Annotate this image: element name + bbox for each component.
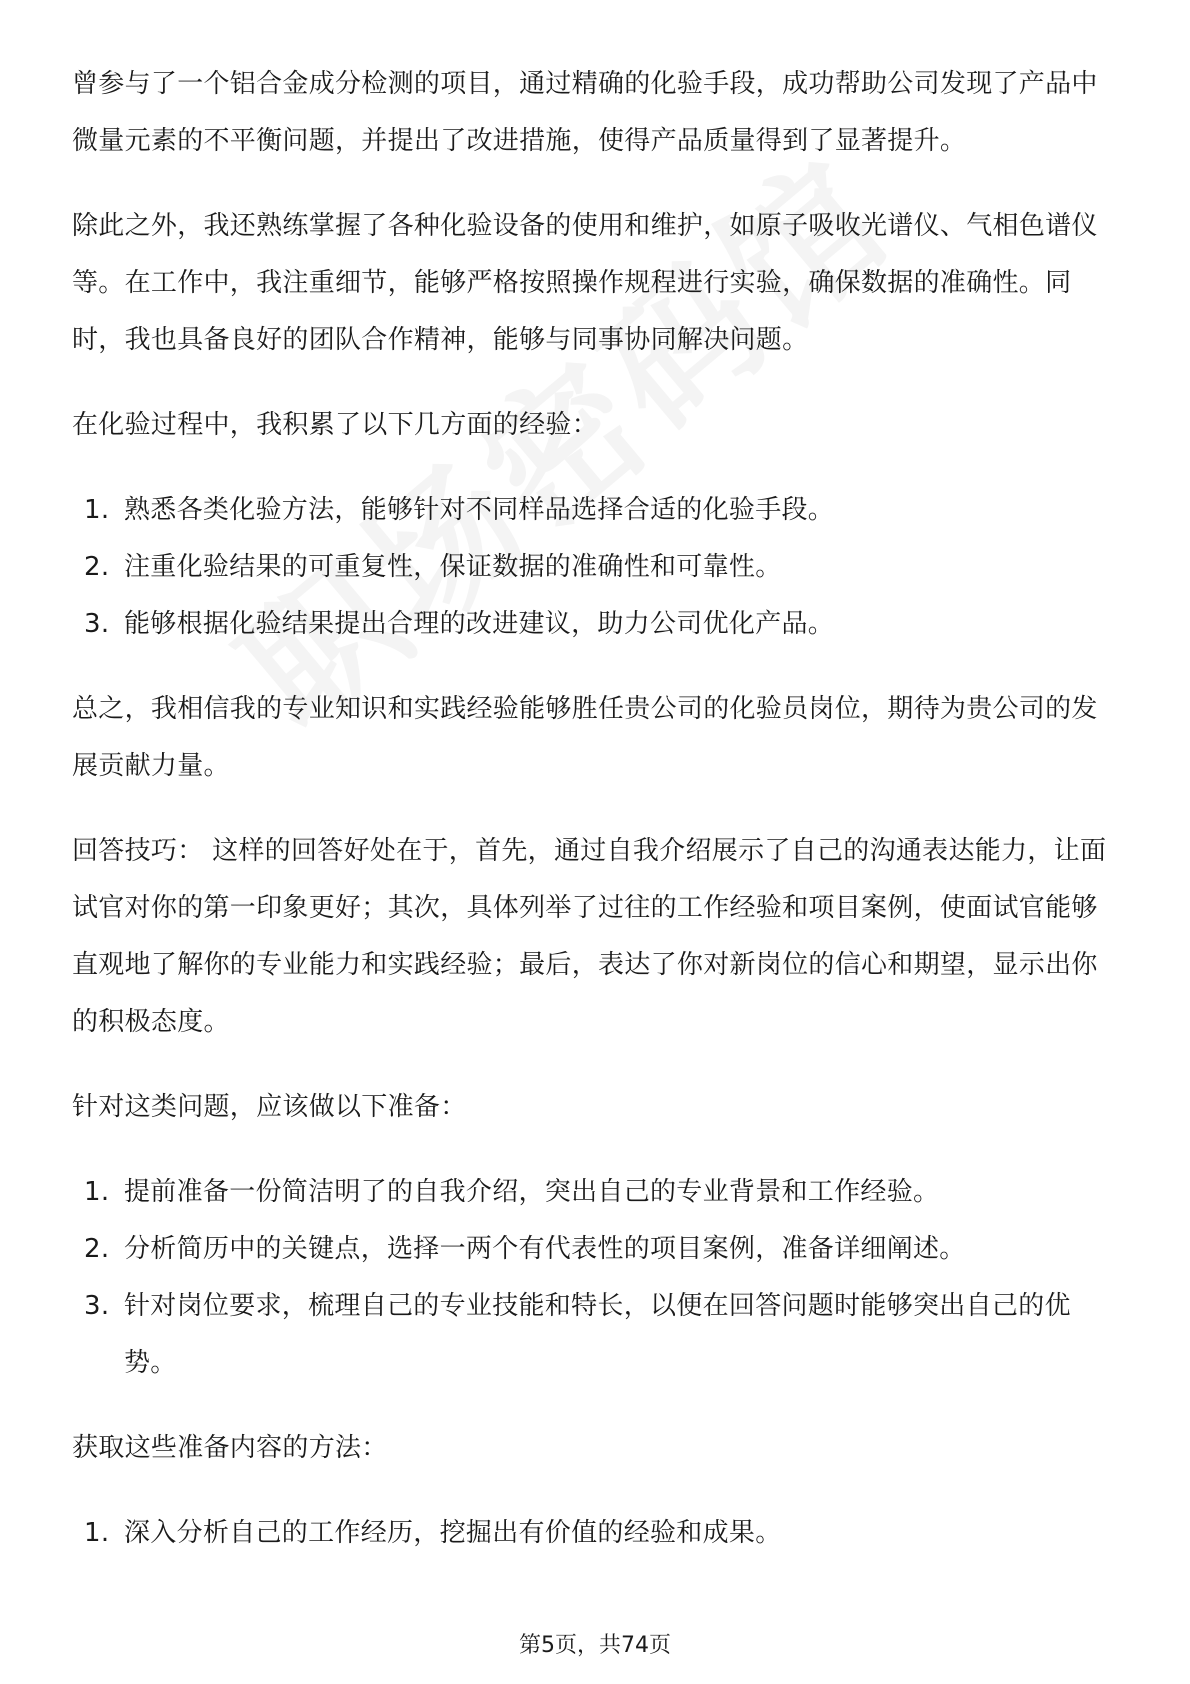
page-number-footer: 第5页，共74页 (519, 1633, 671, 1658)
list-item-text: 注重化验结果的可重复性，保证数据的准确性和可靠性。 (124, 552, 782, 582)
list-number: 2. (84, 552, 110, 582)
experience-list (72, 482, 1118, 653)
list-number: 2. (84, 1234, 110, 1264)
list-item (72, 1164, 1118, 1221)
paragraph-conclusion: 总之，我相信我的专业知识和实践经验能够胜任贵公司的化验员岗位，期待为贵公司的发展贡献力量。 (72, 694, 1098, 781)
list-item (72, 1278, 1118, 1392)
paragraph-preparation-intro: 针对这类问题，应该做以下准备： (72, 1092, 467, 1122)
paragraph-methods-intro: 获取这些准备内容的方法： (72, 1433, 388, 1463)
list-item (72, 1221, 1118, 1278)
methods-list (72, 1505, 1118, 1562)
list-item (72, 539, 1118, 596)
list-number: 1. (84, 1177, 110, 1207)
paragraph-project-experience: 曾参与了一个铝合金成分检测的项目，通过精确的化验手段，成功帮助公司发现了产品中微量元素的不平衡问题，并提出了改进措施，使得产品质量得到了显著提升。 (72, 69, 1098, 156)
list-item-text: 熟悉各类化验方法，能够针对不同样品选择合适的化验手段。 (124, 495, 835, 525)
list-item-text: 针对岗位要求，梳理自己的专业技能和特长，以便在回答问题时能够突出自己的优势。 (124, 1291, 1071, 1378)
list-number: 1. (84, 495, 110, 525)
paragraph-answer-tips: 回答技巧： 这样的回答好处在于，首先，通过自我介绍展示了自己的沟通表达能力，让面试官对你的第一印象更好；其次，具体列举了过往的工作经验和项目案例，使面试官能够直观地了解你的专业能力和实践经验；最后，表达了你对新岗位的信心和期望，显示出你的积极态度。 (72, 836, 1107, 1037)
list-item-text: 能够根据化验结果提出合理的改进建议，助力公司优化产品。 (124, 609, 835, 639)
list-item (72, 1505, 1118, 1562)
preparation-list (72, 1164, 1118, 1392)
list-item (72, 482, 1118, 539)
list-number: 3. (84, 609, 110, 639)
list-number: 1. (84, 1518, 110, 1548)
document-body (72, 56, 1118, 1590)
paragraph-experience-intro: 在化验过程中，我积累了以下几方面的经验： (72, 410, 599, 440)
list-item (72, 596, 1118, 653)
paragraph-equipment-skills: 除此之外，我还熟练掌握了各种化验设备的使用和维护，如原子吸收光谱仪、气相色谱仪等。在工作中，我注重细节，能够严格按照操作规程进行实验，确保数据的准确性。同时，我也具备良好的团队合作精神，能够与同事协同解决问题。 (72, 211, 1098, 355)
list-number: 3. (84, 1291, 110, 1321)
list-item-text: 分析简历中的关键点，选择一两个有代表性的项目案例，准备详细阐述。 (124, 1234, 966, 1264)
list-item-text: 提前准备一份简洁明了的自我介绍，突出自己的专业背景和工作经验。 (124, 1177, 940, 1207)
list-item-text: 深入分析自己的工作经历，挖掘出有价值的经验和成果。 (124, 1518, 782, 1548)
